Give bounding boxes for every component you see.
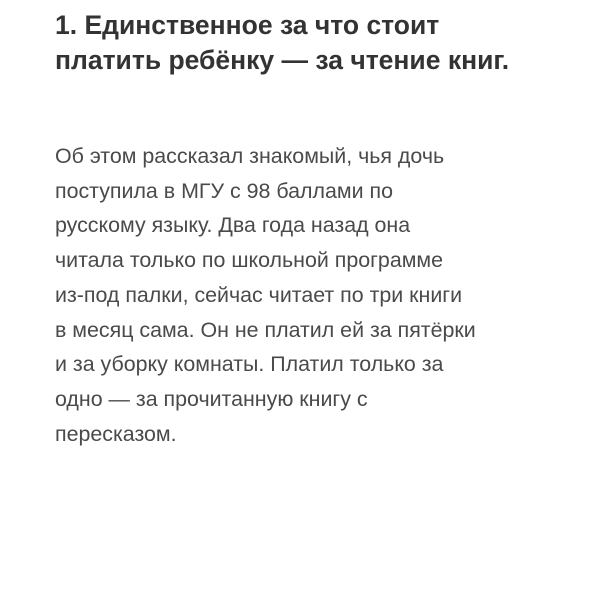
- paragraph-line: и за уборку комнаты. Платил только за: [55, 352, 444, 377]
- article-heading: [55, 8, 565, 78]
- paragraph-line: из-под палки, сейчас читает по три книги: [55, 282, 463, 307]
- article: [55, 8, 565, 451]
- paragraph-line: поступила в МГУ с 98 баллами по: [55, 178, 393, 203]
- heading-line: платить ребёнку — за чтение книг.: [55, 45, 510, 75]
- heading-line: 1. Единственное за что стоит: [55, 10, 440, 40]
- paragraph-line: русскому языку. Два года назад она: [55, 213, 411, 238]
- article-paragraph: [55, 139, 565, 451]
- paragraph-line: Об этом рассказал знакомый, чья дочь: [55, 144, 445, 168]
- paragraph-line: в месяц сама. Он не платил ей за пятёрки: [55, 317, 476, 342]
- paragraph-line: пересказом.: [55, 421, 177, 446]
- paragraph-line: одно — за прочитанную книгу с: [55, 386, 368, 411]
- paragraph-line: читала только по школьной программе: [55, 248, 444, 273]
